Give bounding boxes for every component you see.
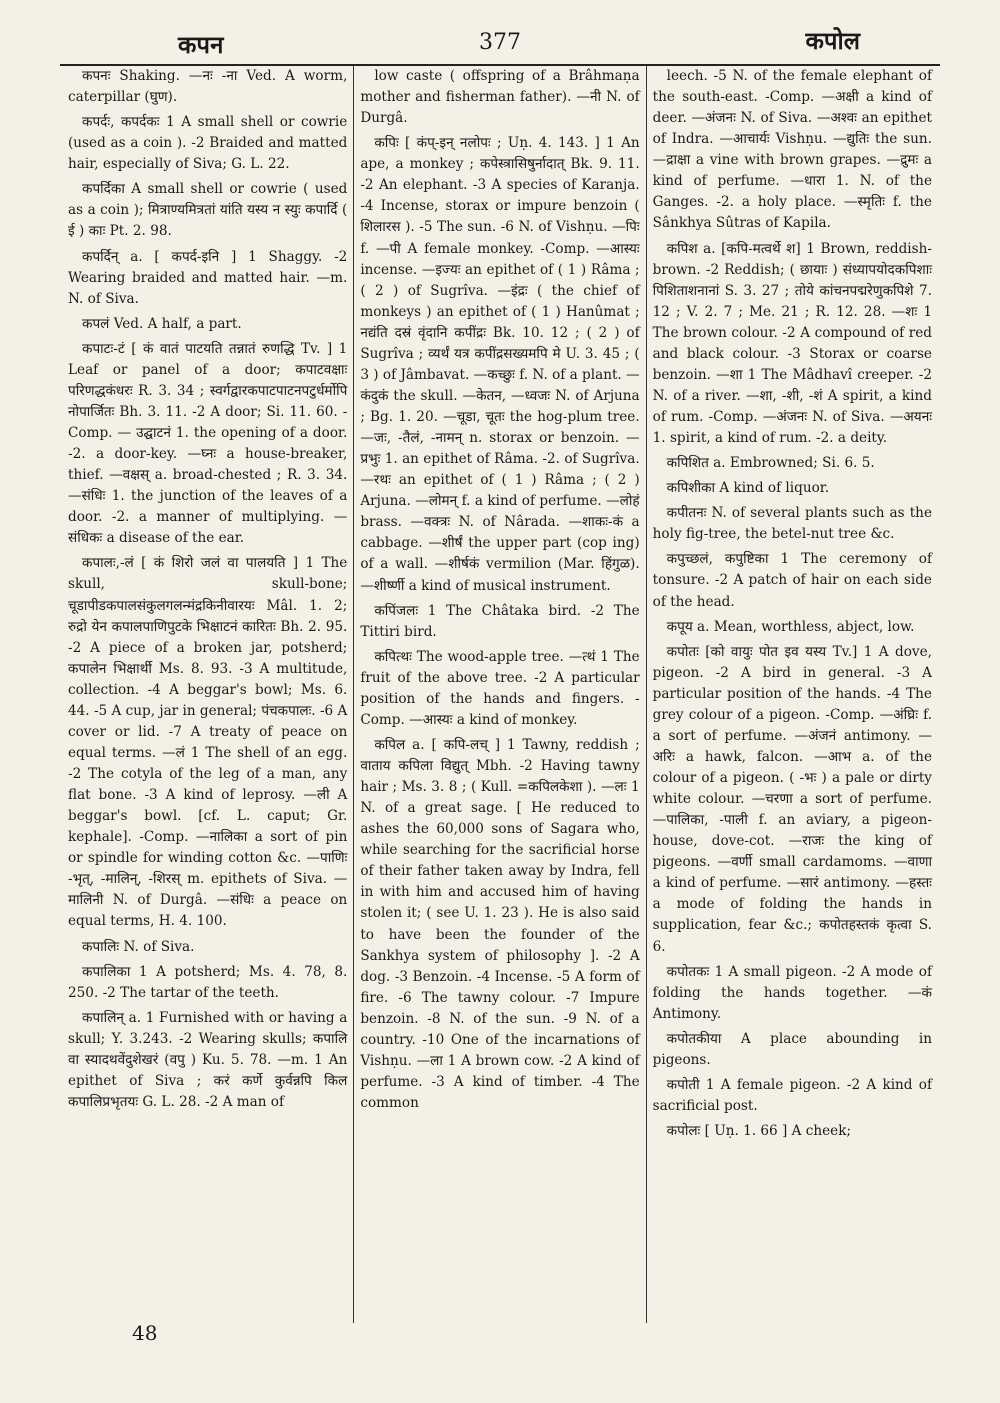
dictionary-entry: कपोलः [ Uṇ. 1. 66 ] A cheek;: [666, 1123, 852, 1139]
dictionary-entry: कपर्दः, कपर्दकः 1 A small shell or cowrie (used as a coin ). -2 Braided and matted hair, especially of Siva; G. L. 22.: [68, 114, 348, 173]
header-left-word: कपन: [178, 30, 224, 59]
dictionary-entry: कपाटः-टं [ कं वातं पाटयति तन्नातं रुणद्धि Tv. ] 1 Leaf or panel of a door; कपाटवक्षाः परिणद्धकंधरः R. 3. 34 ; स्वर्गद्वारकपाटपाटनपटुर्धर्मोपि नोपार्जितः Bh. 3. 11. -2 A door; Si. 11. 60. -Comp. — उद्घाटनं 1. the opening of a door. -2. a door-key. —घ्नः a house-breaker, thief. —वक्षस् a. broad-chested ; R. 3. 34. —संधिः 1. the junction of the leaves of a door. -2. a manner of multiplying. —संधिकः a disease of the ear.: [68, 340, 348, 547]
dictionary-entry: कपालिन् a. 1 Furnished with or having a skull; Y. 3.243. -2 Wearing skulls; कपालि वा स्यादथवेंदुशेखरं (वपु ) Ku. 5. 78. —m. 1 An epithet of Siva ; करं कर्णे कुर्वन्नपि किल कपालिप्रभृतयः G. L. 28. -2 A man of: [68, 1009, 348, 1110]
dictionary-entry: कपोतकः 1 A small pigeon. -2 A mode of folding the hands together. —कं Antimony.: [652, 963, 932, 1022]
dictionary-entry: कपनः Shaking. —नः -ना Ved. A worm, caterpillar (घुण).: [68, 68, 348, 106]
dictionary-entry: कपिश a. [कपि-मत्वर्थे श] 1 Brown, reddish-brown. -2 Reddish; ( छायाः ) संध्यापयोदकपिशाः पिशिताशनानां S. 3. 27 ; तोये कांचनपद्मरेणुकपिशे 7. 12 ; V. 2. 7 ; Me. 21 ; R. 12. 28. —शः 1 The brown colour. -2 A compound of red and black colour. -3 Storax or coarse benzoin. —शा 1 The Mâdhavî creeper. -2 N. of a river. —शा, -शी, -शं A spirit, a kind of rum. -Comp. —अंजनः N. of Siva. —अयनः 1. spirit, a kind of rum. -2. a deity.: [652, 240, 932, 447]
dictionary-entry: कपोती 1 A female pigeon. -2 A kind of sacrificial post.: [652, 1076, 932, 1114]
dictionary-entry: कपिः [ कंप्-इन् नलोपः ; Uṇ. 4. 143. ] 1 An ape, a monkey ; कपेस्त्रासिषुर्नादात् Bk. 9. 11. -2 An elephant. -3 A species of Karanja. -4 Incense, storax or impure benzoin ( शिलारस ). -5 The sun. -6 N. of Vishṇu. —पिः f. —पी A female monkey. -Comp. —आस्यः incense. —इज्यः an epithet of ( 1 ) Râma ; ( 2 ) of Sugrîva. —इंद्रः ( the chief of monkeys ) an epithet of ( 1 ) Hanûmat ; नद्यंति दस्रं वृंदानि कपींद्रः Bk. 10. 12 ; ( 2 ) of Sugrîva ; व्यर्थं यत्र कपींद्रसख्यमपि मे U. 3. 45 ; ( 3 ) of Jâmbavat. —कच्छुः f. N. of a plant. —कंदुकं the skull. —केतन, —ध्वजः N. of Arjuna ; Bg. 1. 20. —चूडा, चूतः the hog-plum tree. —जः, -तैलं, -नामन् n. storax or benzoin. —प्रभुः 1. an epithet of Râma. -2. of Sugrîva. —रथः an epithet of ( 1 ) Râma ; ( 2 ) Arjuna. —लोमन् f. a kind of perfume. —लोहं brass. —वक्त्रः N. of Nârada. —शाकः-कं a cabbage. —शीर्षं the upper part (cop ing) of a wall. —शीर्षकं vermilion (Mar. हिंगुळ). —शीर्ष्णी a kind of musical instrument.: [360, 135, 640, 594]
page-number: 377: [479, 30, 521, 55]
columns: [62, 66, 938, 1323]
dictionary-entry: कपर्दिन् a. [ कपर्द-इनि ] 1 Shaggy. -2 Wearing braided and matted hair. —m. N. of Siva.: [68, 248, 348, 307]
dictionary-entry: कपालिका 1 A potsherd; Ms. 4. 78, 8. 250. -2 The tartar of the teeth.: [68, 963, 348, 1001]
dictionary-entry: कपलं Ved. A half, a part.: [82, 315, 242, 332]
dictionary-entry: कपिंजलः 1 The Châtaka bird. -2 The Tittiri bird.: [360, 602, 640, 640]
running-header: [60, 20, 940, 66]
dictionary-entry: low caste ( offspring of a Brâhmaṇa mother and fisherman father). —नी N. of Durgâ.: [360, 68, 640, 127]
header-right-word: कपोल: [805, 26, 860, 55]
dictionary-entry: कपिशित a. Embrowned; Si. 6. 5.: [666, 455, 875, 472]
column-left: [62, 66, 353, 1323]
dictionary-entry: कपीतनः N. of several plants such as the holy fig-tree, the betel-nut tree &c.: [652, 505, 932, 543]
dictionary-entry: कपोतः [को वायुः पोत इव यस्य Tv.] 1 A dove, pigeon. -2 A bird in general. -3 A particular position of the hands. -4 The grey colour of a pigeon. -Comp. —अंघ्रिः f. a sort of perfume. —अंजनं antimony. —अरिः a hawk, falcon. —आभ a. of the colour of a pigeon. ( -भः ) a pale or dirty white colour. —चरणा a sort of perfume. —पालिका, -पाली f. an aviary, a pigeon-house, dove-cot. —राजः the king of pigeons. —वर्णी small cardamoms. —वाणा a kind of perfume. —सारं antimony. —हस्तः a mode of folding the hands in supplication, fear &c.; कपोतहस्तकं कृत्वा S. 6.: [652, 643, 932, 955]
dictionary-entry: कपिशीका A kind of liquor.: [666, 480, 830, 497]
dictionary-entry: कपिल a. [ कपि-लच् ] 1 Tawny, reddish ; वाताय कपिला विद्युत् Mbh. -2 Having tawny hair ; Ms. 3. 8 ; ( Kull. =कपिलकेशा ). —लः 1 N. of a great sage. [ He reduced to ashes the 60,000 sons of Sagara who, while searching for the sacrificial horse of their father taken away by Indra, fell in with him and accused him of having stolen it; ( see U. 1. 23 ). He is also said to have been the founder of the Sankhya system of philosophy ]. -2 A dog. -3 Benzoin. -4 Incense. -5 A form of fire. -6 The tawny colour. -7 Impure benzoin. -8 N. of the sun. -9 N. of a country. -10 One of the incarnations of Vishṇu. —ला 1 A brown cow. -2 A kind of perfume. -3 A kind of timber. -4 The common: [360, 736, 640, 1111]
dictionary-entry: कपोतकीया A place abounding in pigeons.: [652, 1030, 932, 1068]
column-middle: [353, 66, 645, 1323]
column-right: [646, 66, 938, 1323]
dictionary-entry: कपूय a. Mean, worthless, abject, low.: [666, 618, 915, 635]
dictionary-entry: कपालः,-लं [ कं शिरो जलं वा पालयति ] 1 The skull, skull-bone; चूडापीडकपालसंकुलगलन्मंद्रकिनीवारयः Mâl. 1. 2; रुद्रो येन कपालपाणिपुटके भिक्षाटनं कारितः Bh. 2. 95. -2 A piece of a broken jar, potsherd; कपालेन भिक्षार्थी Ms. 8. 93. -3 A multitude, collection. -4 A beggar's bowl; Ms. 6. 44. -5 A cup, jar in general; पंचकपालः. -6 A cover or lid. -7 A treaty of peace on equal terms. —लं 1 The shell of an egg. -2 The cotyla of the leg of a man, any flat bone. -3 A kind of leprosy. —ली A beggar's bowl. [cf. L. caput; Gr. kephale]. -Comp. —नालिका a sort of pin or spindle for winding cotton &c. —पाणिः -भृत्, -मालिन्, -शिरस् m. epithets of Siva. —मालिनी N. of Durgâ. —संधिः a peace on equal terms, H. 4. 100.: [68, 555, 348, 930]
dictionary-entry: कपुच्छलं, कपुष्टिका 1 The ceremony of tonsure. -2 A patch of hair on each side of the head.: [652, 551, 932, 610]
dictionary-entry: leech. -5 N. of the female elephant of the south-east. -Comp. —अक्षी a kind of deer. —अंजनः N. of Siva. —अश्वः an epithet of Indra. —आचार्यः Vishṇu. —द्युतिः the sun. —द्राक्षा a vine with brown grapes. —द्रुमः a kind of perfume. —धारा 1. N. of the Ganges. -2. a holy place. —स्मृतिः f. the Sânkhya Sûtras of Kapila.: [652, 68, 932, 232]
signature-mark: 48: [132, 1321, 158, 1345]
dictionary-entry: कपर्दिका A small shell or cowrie ( used as a coin ); मित्राण्यमित्रतां यांति यस्य न स्युः कपार्दि ( ई ) काः Pt. 2. 98.: [68, 181, 348, 240]
dictionary-entry: कपालिः N. of Siva.: [82, 938, 195, 955]
dictionary-entry: कपित्थः The wood-apple tree. —त्थं 1 The fruit of the above tree. -2 A particular position of the hands and fingers. -Comp. —आस्यः a kind of monkey.: [360, 648, 640, 728]
